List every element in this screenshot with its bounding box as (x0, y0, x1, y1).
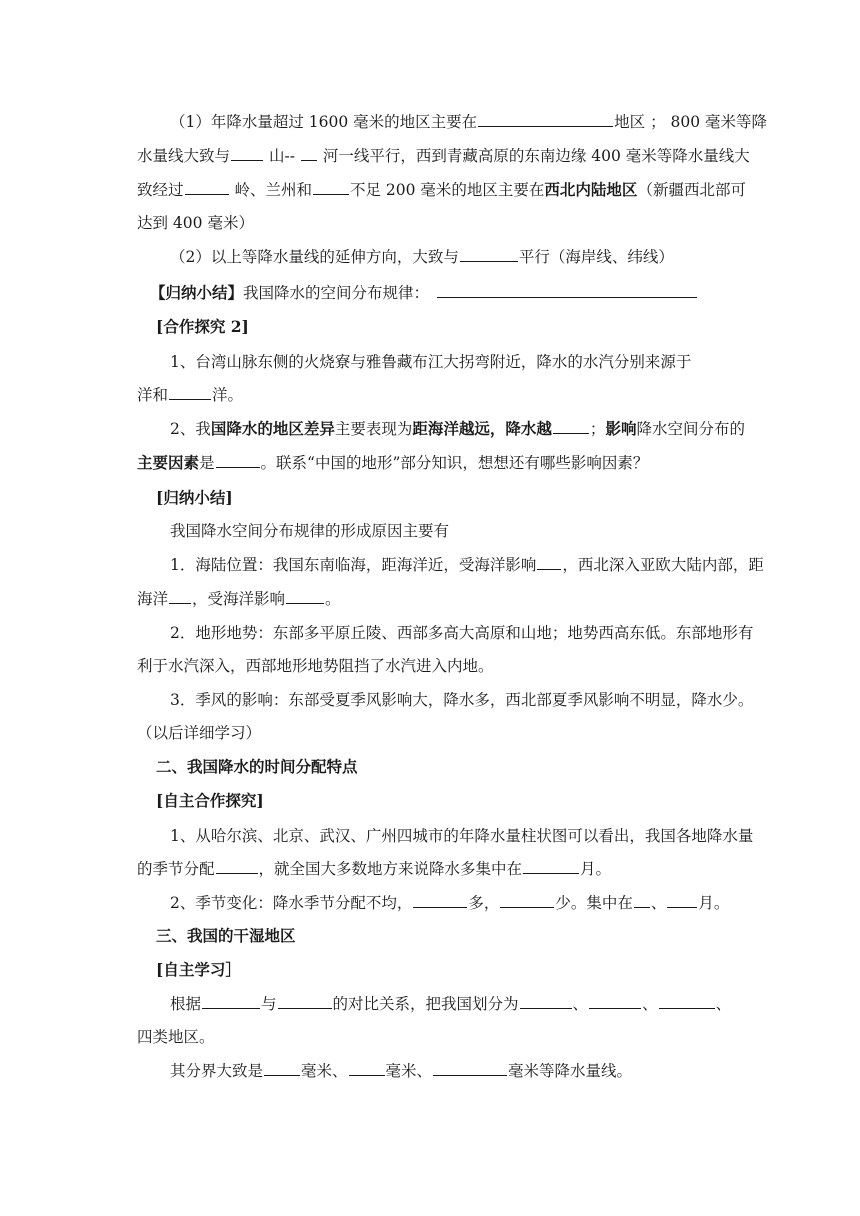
coop-2-q1-line-1 (170, 351, 691, 373)
section-3-line-3 (170, 1060, 632, 1082)
summary-2-p1-line-2 (137, 588, 341, 610)
blank[interactable] (286, 588, 324, 604)
coop-2-q1-line-2 (137, 384, 243, 406)
text: 河一线平行，西到青藏高原的东南边缘 400 毫米等降水量线大 (322, 147, 750, 165)
text: ； (589, 420, 606, 438)
text: 平行（海岸线、纬线） (518, 248, 674, 266)
text: 。联系“中国的地形”部分知识，想想还有哪些影响因素？ (260, 454, 649, 472)
text: 的季节分配 (137, 860, 215, 878)
text: 、 (715, 995, 732, 1013)
section-2-title: 二、我国降水的时间分配特点 (156, 757, 358, 776)
blank[interactable] (537, 554, 561, 570)
text: 不足 200 毫米的地区主要在 (349, 181, 545, 199)
blank[interactable] (413, 892, 467, 908)
heading-coop-2: [合作探究 2] (156, 317, 249, 336)
section-3-line-2: 四类地区。 (137, 1028, 215, 1046)
text: 洋和 (137, 386, 169, 404)
text: 。 (325, 590, 341, 608)
text: 山-- (268, 147, 295, 165)
blank[interactable] (553, 418, 589, 434)
text: 1、台湾山脉东侧的火烧寮与雅鲁藏布江大拐弯附近，降水的水汽分别来源于 (170, 353, 692, 371)
text: 毫米、 (385, 1062, 433, 1080)
blank[interactable] (169, 588, 191, 604)
bold-text: 【归纳小结】 (150, 283, 244, 302)
blank[interactable] (169, 384, 211, 400)
blank[interactable] (231, 145, 263, 161)
blank[interactable] (659, 993, 715, 1009)
para-1-line-1 (170, 111, 767, 133)
blank[interactable] (313, 179, 349, 195)
text: 主要表现为 (334, 420, 413, 438)
summary-2-p3-line-1: 3．季风的影响：东部受夏季风影响大，降水多，西北部夏季风影响不明显，降水少。 (170, 691, 754, 709)
text: 、 (642, 995, 658, 1013)
text: 少。集中在 (555, 894, 633, 912)
text: 的对比关系，把我国划分为 (332, 995, 519, 1013)
blank[interactable] (520, 993, 572, 1009)
text: 毫米、 (301, 1062, 348, 1080)
bold-text: 西北内陆地区 (544, 180, 638, 199)
blank[interactable] (478, 111, 613, 127)
heading-self-study: [自主学习］ (156, 960, 241, 979)
text: 水量线大致与 (137, 147, 231, 165)
text: 我国降水的空间分布规律： (243, 284, 430, 302)
text: ，就全国大多数地方来说降水多集中在 (258, 860, 523, 878)
section-3-line-1 (170, 993, 731, 1015)
para-1-line-4 (137, 212, 254, 234)
blank[interactable] (667, 892, 697, 908)
text: 、 (650, 894, 667, 912)
blank[interactable] (523, 858, 579, 874)
bold-text: 影响 (605, 419, 637, 438)
text: 月。 (698, 894, 730, 912)
summary-1 (150, 282, 698, 304)
text: 根据 (170, 995, 202, 1013)
text: ，受海洋影响 (192, 590, 286, 608)
text: 是 (199, 454, 215, 472)
text: （1）年降水量超过 1600 毫米的地区主要在 (170, 113, 478, 131)
text: 地区 ； 800 毫米等降 (614, 113, 768, 131)
bold-text: 主要因素 (137, 453, 200, 472)
text: ，西北深入亚欧大陆内部，距 (562, 556, 764, 574)
blank[interactable] (185, 179, 229, 195)
summary-2-p2-line-1: 2．地形地势：东部多平原丘陵、西部多高大高原和山地；地势西高东低。东部地形有 (170, 624, 754, 642)
summary-2-p3-line-2: （以后详细学习） (137, 724, 262, 742)
text: 海洋 (137, 590, 169, 608)
text: 与 (261, 995, 277, 1013)
summary-2-p1-line-1 (170, 554, 764, 576)
text: 多， (468, 894, 500, 912)
text: 致经过 (137, 181, 184, 199)
text: 洋。 (212, 386, 244, 404)
text: 降水空间分布的 (636, 420, 745, 438)
blank[interactable] (433, 1060, 507, 1076)
section-2-q2 (170, 892, 729, 914)
blank[interactable] (460, 246, 518, 262)
text: 2、季节变化：降水季节分配不均， (170, 894, 413, 912)
section-3-title: 三、我国的干湿地区 (156, 926, 296, 945)
blank[interactable] (202, 993, 260, 1009)
heading-summary-2: [归纳小结] (156, 488, 233, 507)
para-1-line-2 (137, 145, 750, 167)
para-1-line-3 (137, 179, 746, 201)
summary-2-p2-line-2: 利于水汽深入，西部地形地势阻挡了水汽进入内地。 (137, 657, 494, 675)
text: 1．海陆位置：我国东南临海，距海洋近，受海洋影响 (170, 556, 537, 574)
summary-2-intro: 我国降水空间分布规律的形成原因主要有 (170, 522, 450, 540)
text: 、 (572, 995, 589, 1013)
bold-text: 距海洋越远，降水越 (412, 419, 552, 438)
coop-2-q2-line-1 (170, 418, 745, 440)
blank[interactable] (589, 993, 641, 1009)
blank[interactable] (437, 282, 697, 298)
text: （2）以上等降水量线的延伸方向，大致与 (170, 248, 459, 266)
section-2-q1-line-2 (137, 858, 611, 880)
blank[interactable] (216, 452, 260, 468)
text: 岭、兰州和 (234, 181, 312, 199)
blank[interactable] (500, 892, 554, 908)
heading-self-coop: [自主合作探究] (156, 791, 264, 810)
blank[interactable] (349, 1060, 385, 1076)
blank[interactable] (278, 993, 332, 1009)
text: 2、我 (170, 420, 211, 438)
text: 月。 (580, 860, 612, 878)
text: 毫米等降水量线。 (508, 1062, 633, 1080)
coop-2-q2-line-2 (137, 452, 648, 474)
text: 达到 400 毫米） (137, 214, 254, 232)
para-2 (170, 246, 674, 268)
blank[interactable] (216, 858, 258, 874)
blank[interactable] (301, 145, 317, 161)
text: （新疆西北部可 (637, 181, 746, 199)
blank[interactable] (264, 1060, 300, 1076)
bold-text: 国降水的地区差异 (210, 419, 335, 438)
blank[interactable] (634, 892, 650, 908)
section-2-q1-line-1: 1、从哈尔滨、北京、武汉、广州四城市的年降水量柱状图可以看出，我国各地降水量 (170, 827, 754, 845)
text: 其分界大致是 (170, 1062, 264, 1080)
